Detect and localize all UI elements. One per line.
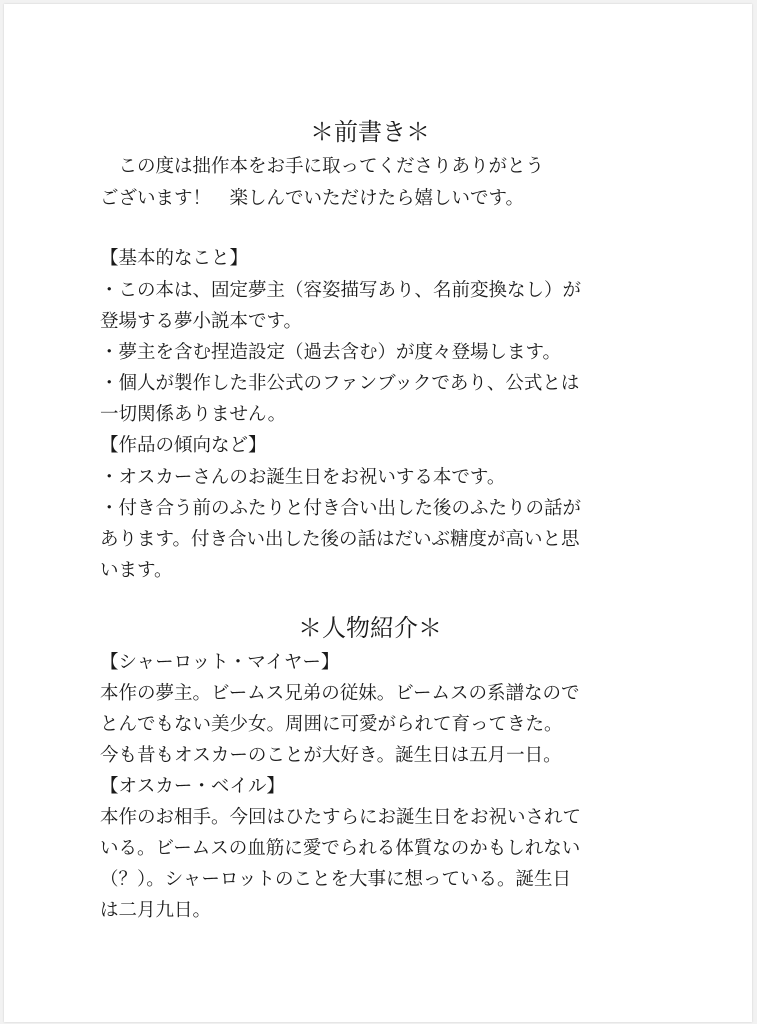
keikou-line-3: あります。付き合い出した後の話はだいぶ糖度が高いと思	[100, 529, 580, 550]
keikou-header: 【作品の傾向など】	[100, 435, 267, 456]
charlotte-line-2: とんでもない美少女。周囲に可愛がられて育ってきた。	[100, 714, 563, 735]
kihon-line-5: 一切関係ありません。	[100, 404, 287, 425]
kihon-header: 【基本的なこと】	[100, 248, 249, 269]
section-title-maegaki: ＊前書き＊	[310, 118, 430, 146]
oscar-line-2: いる。ビームスの血筋に愛でられる体質なのかもしれない	[100, 838, 581, 859]
oscar-line-3: （？）。シャーロットのことを大事に想っている。誕生日	[100, 869, 572, 890]
oscar-header: 【オスカー・ベイル】	[100, 776, 285, 797]
kihon-line-1: ・この本は、固定夢主（容姿描写あり、名前変換なし）が	[100, 280, 582, 301]
section-title-jinbutsu: ＊人物紹介＊	[298, 614, 442, 642]
document-page	[4, 4, 752, 1022]
maegaki-line-2: ございます！ 楽しんでいただけたら嬉しいです。	[100, 188, 525, 209]
kihon-line-2: 登場する夢小説本です。	[100, 311, 303, 332]
charlotte-line-1: 本作の夢主。ビームス兄弟の従妹。ビームスの系譜なので	[100, 683, 580, 704]
charlotte-line-3: 今も昔もオスカーのことが大好き。誕生日は五月一日。	[100, 745, 562, 766]
keikou-line-2: ・付き合う前のふたりと付き合い出した後のふたりの話が	[100, 498, 582, 519]
keikou-line-4: います。	[100, 560, 173, 581]
oscar-line-1: 本作のお相手。今回はひたすらにお誕生日をお祝いされて	[100, 807, 582, 828]
kihon-line-4: ・個人が製作した非公式のファンブックであり、公式とは	[100, 373, 580, 394]
maegaki-line-1: この度は拙作本をお手に取ってくださりありがとう	[100, 156, 545, 177]
keikou-line-1: ・オスカーさんのお誕生日をお祝いする本です。	[100, 467, 506, 488]
charlotte-header: 【シャーロット・マイヤー】	[100, 652, 340, 673]
oscar-line-4: は二月九日。	[100, 900, 212, 921]
kihon-line-3: ・夢主を含む捏造設定（過去含む）が度々登場します。	[100, 342, 562, 363]
